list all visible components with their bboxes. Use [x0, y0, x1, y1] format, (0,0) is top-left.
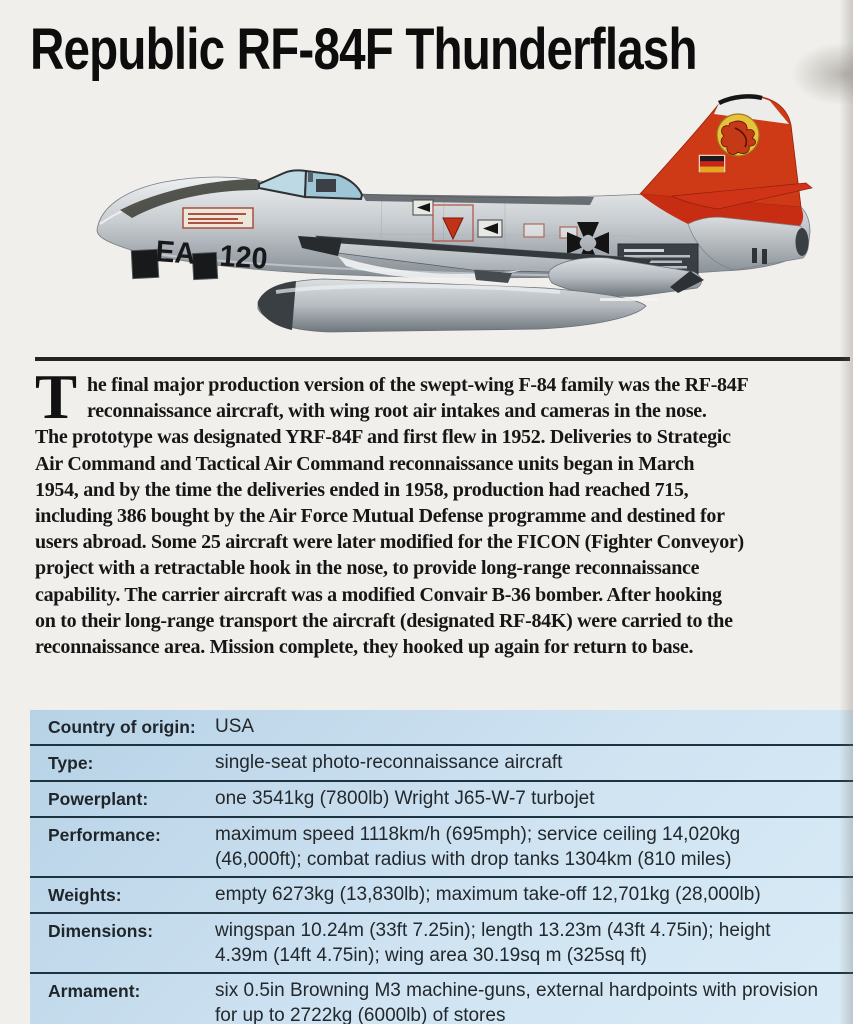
section-divider-rule — [35, 357, 850, 361]
spec-row — [30, 876, 853, 912]
spec-value: maximum speed 1118km/h (695mph); service ceiling 14,020kg (46,000ft); combat radius with drop tanks 1304km (810 miles) — [215, 824, 741, 870]
paragraph-line: 1954, and by the time the deliveries ended in 1958, production had reached 715, — [35, 478, 689, 501]
paragraph-line: reconnaissance area. Mission complete, they hooked up again for return to base. — [35, 636, 694, 659]
spec-value: single-seat photo-reconnaissance aircraft — [215, 752, 563, 773]
spec-value: one 3541kg (7800lb) Wright J65-W-7 turbojet — [215, 788, 595, 809]
article-lines — [35, 362, 853, 660]
aircraft-illustration — [0, 84, 853, 354]
spec-row — [30, 780, 853, 816]
paragraph-line: he final major production version of the swept-wing F-84 family was the RF-84F — [87, 374, 749, 396]
spec-label: Type: — [48, 753, 94, 773]
paragraph-line: project with a retractable hook in the nose, to provide long-range reconnaissance — [35, 557, 700, 580]
spec-value: six 0.5in Browning M3 machine-guns, external hardpoints with provision for up to 2722kg (6000lb) of stores — [215, 980, 819, 1024]
spec-label: Dimensions: — [48, 921, 154, 941]
paragraph-line: capability. The carrier aircraft was a modified Convair B-36 bomber. After hooking — [35, 583, 722, 606]
paragraph-line: reconnaissance aircraft, with wing root air intakes and cameras in the nose. — [87, 400, 707, 423]
cockpit-interior — [316, 179, 336, 192]
paragraph-line: Air Command and Tactical Air Command reconnaissance units began in March — [35, 452, 695, 475]
spec-row — [30, 744, 853, 780]
paragraph-line: users abroad. Some 25 aircraft were later modified for the FICON (Fighter Conveyor) — [35, 531, 744, 554]
aircraft-code: EA - 120 — [154, 235, 274, 277]
spec-value: USA — [215, 716, 255, 737]
article-text — [35, 362, 853, 660]
paragraph-line: including 386 bought by the Air Force Mutual Defense programme and destined for — [35, 505, 725, 528]
aircraft-artwork — [0, 84, 853, 354]
spec-row — [30, 710, 853, 744]
german-flag-marking — [700, 156, 725, 173]
spec-label: Country of origin: — [48, 717, 196, 737]
exhaust-nozzle — [796, 228, 809, 256]
drop-cap: T — [35, 362, 77, 432]
spec-label: Performance: — [48, 825, 161, 845]
paragraph-line: on to their long-range transport the aircraft (designated RF-84K) were carried to the — [35, 609, 733, 632]
spec-row — [30, 972, 853, 1024]
eagle-badge — [717, 114, 759, 156]
spec-label: Powerplant: — [48, 789, 149, 809]
spec-value: empty 6273kg (13,830lb); maximum take-off 12,701kg (28,000lb) — [215, 884, 761, 905]
spec-label: Armament: — [48, 981, 141, 1001]
spec-row — [30, 912, 853, 972]
specifications-table — [30, 710, 853, 1024]
spec-value: wingspan 10.24m (33ft 7.25in); length 13.23m (43ft 4.75in); height 4.39m (14ft 4.75in); wing area 30.19sq m (325sq ft) — [215, 920, 771, 966]
paragraph-line: The prototype was designated YRF-84F and first flew in 1952. Deliveries to Strategic — [35, 426, 731, 449]
spec-label: Weights: — [48, 885, 122, 905]
spec-row — [30, 816, 853, 876]
page-title: Republic RF-84F Thunderflash — [30, 17, 697, 82]
